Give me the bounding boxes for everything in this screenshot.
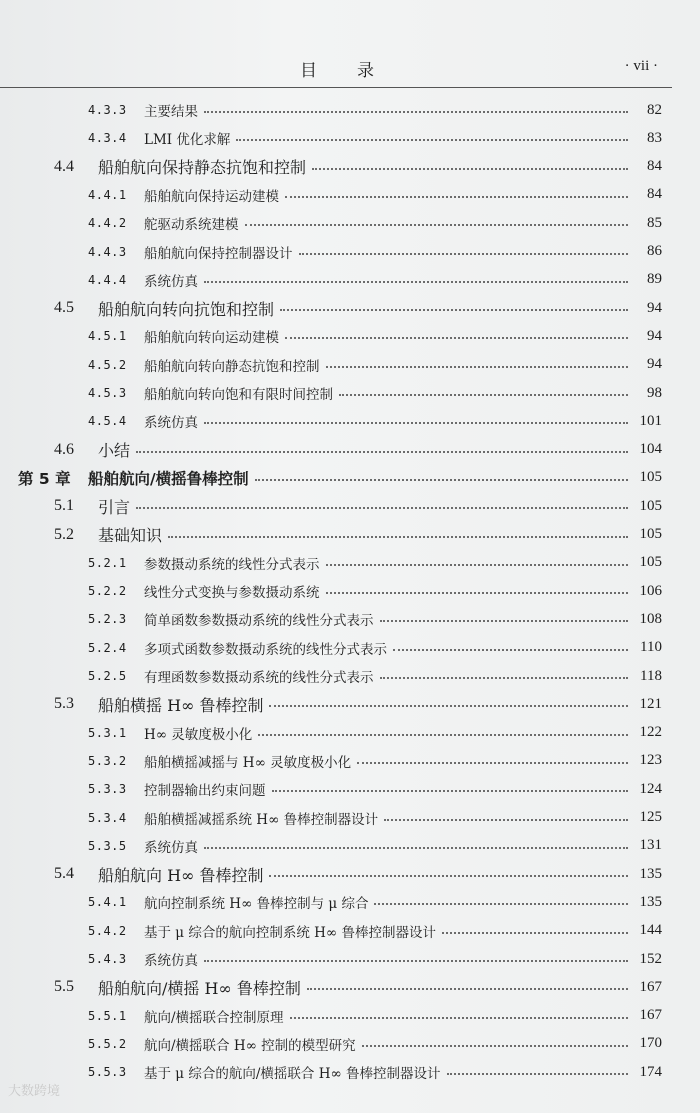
toc-leader-dots [245, 224, 629, 226]
toc-entry-number: 5.5 [54, 978, 74, 996]
toc-entry-number: 4.4.1 [88, 187, 127, 202]
toc-entry-title: 系统仿真 [144, 415, 198, 432]
toc-entry[interactable] [0, 266, 662, 294]
toc-entry[interactable] [0, 549, 662, 577]
toc-leader-dots [204, 281, 628, 283]
toc-entry-title: 船舶航向保持控制器设计 [144, 245, 293, 262]
toc-entry[interactable] [0, 860, 662, 888]
toc-leader-dots [269, 875, 628, 877]
toc-entry-number: 5.2.2 [88, 584, 127, 599]
toc-entry-title: 控制器输出约束问题 [144, 783, 266, 800]
toc-entry-number: 4.4.3 [88, 244, 127, 259]
toc-entry-number: 5.4 [54, 865, 74, 883]
toc-entry[interactable] [0, 775, 662, 803]
toc-leader-dots [269, 705, 628, 707]
toc-entry-page: 85 [647, 214, 662, 231]
toc-entry-number: 4.3.3 [88, 103, 127, 117]
toc-entry[interactable] [0, 605, 662, 633]
toc-entry-number: 4.4.2 [88, 216, 127, 231]
toc-entry-title: 系统仿真 [144, 839, 198, 856]
toc-entry[interactable] [0, 124, 662, 152]
toc-entry-number: 4.4 [54, 157, 74, 175]
toc-entry-number: 4.5.3 [88, 386, 127, 400]
toc-entry[interactable] [0, 888, 662, 916]
toc-entry-page: 105 [639, 554, 662, 571]
toc-entry[interactable] [0, 577, 662, 605]
toc-entry[interactable] [0, 747, 662, 775]
toc-leader-dots [339, 394, 628, 396]
toc-entry-number: 4.5.4 [88, 414, 127, 429]
toc-entry-title: 船舶航向 H∞ 鲁棒控制 [98, 865, 264, 885]
toc-entry[interactable] [0, 1058, 662, 1086]
toc-entry[interactable] [0, 153, 662, 181]
toc-entry-page: 121 [639, 695, 662, 712]
toc-entry-page: 98 [647, 384, 662, 401]
toc-entry-title: 航向控制系统 H∞ 鲁棒控制与 μ 综合 [144, 896, 369, 913]
toc-leader-dots [357, 762, 628, 764]
toc-entry-title: 参数摄动系统的线性分式表示 [144, 556, 320, 573]
toc-entry[interactable] [0, 209, 662, 237]
toc-entry-page: 170 [639, 1035, 662, 1052]
toc-leader-dots [280, 309, 628, 311]
toc-leader-dots [307, 988, 628, 990]
toc-entry-title: 航向/横摇联合控制原理 [144, 1009, 284, 1026]
toc-entry-page: 174 [639, 1063, 662, 1080]
toc-entry[interactable] [0, 804, 662, 832]
toc-entry-title: 系统仿真 [144, 273, 198, 290]
toc-entry-number: 4.4.4 [88, 272, 127, 287]
toc-entry-title: 基于 μ 综合的航向/横摇联合 H∞ 鲁棒控制器设计 [144, 1066, 441, 1083]
toc-entry-number: 5.3.4 [88, 810, 127, 825]
toc-leader-dots [380, 677, 629, 679]
toc-entry-page: 123 [639, 752, 662, 769]
toc-leader-dots [290, 1017, 628, 1019]
toc-entry-page: 124 [639, 780, 662, 797]
toc-entry-page: 144 [639, 922, 662, 939]
toc-entry[interactable] [0, 238, 662, 266]
toc-leader-dots [442, 932, 628, 934]
toc-entry-page: 94 [647, 299, 662, 316]
toc-leader-dots [258, 734, 628, 736]
toc-entry-number: 第 5 章 [18, 469, 71, 488]
toc-entry-title: 线性分式变换与参数摄动系统 [144, 585, 320, 602]
toc-entry-number: 5.3.5 [88, 838, 127, 853]
toc-leader-dots [272, 790, 629, 792]
toc-entry-number: 4.6 [54, 440, 74, 458]
toc-entry-number: 5.3.3 [88, 782, 127, 797]
toc-entry[interactable] [0, 436, 662, 464]
toc-leader-dots [326, 564, 629, 566]
toc-entry[interactable] [0, 973, 662, 1001]
toc-leader-dots [236, 139, 628, 141]
toc-entry[interactable] [0, 662, 662, 690]
toc-entry-title: 船舶横摇 H∞ 鲁棒控制 [98, 695, 264, 715]
toc-entry-page: 94 [647, 327, 662, 344]
toc-entry-title: 多项式函数参数摄动系统的线性分式表示 [144, 641, 387, 658]
toc-entry-page: 84 [647, 186, 662, 203]
toc-leader-dots [136, 507, 628, 509]
toc-entry-number: 5.2.3 [88, 612, 127, 627]
toc-entry-number: 5.5.3 [88, 1065, 127, 1080]
toc-entry[interactable] [0, 322, 662, 350]
toc-entry-page: 110 [640, 639, 662, 656]
toc-entry-number: 5.3.2 [88, 753, 127, 768]
toc-entry-number: 4.3.4 [88, 131, 127, 146]
toc-entry-title: 船舶横摇减摇与 H∞ 灵敏度极小化 [144, 754, 352, 771]
toc-entry[interactable] [0, 917, 662, 945]
toc-entry-page: 135 [639, 865, 662, 882]
toc-entry-title: 系统仿真 [144, 953, 198, 969]
toc-leader-dots [204, 960, 628, 962]
toc-entry-page: 101 [639, 412, 662, 429]
toc-entry[interactable] [0, 719, 662, 747]
toc-entry-number: 4.5.1 [88, 329, 127, 344]
toc-entry-page: 167 [639, 1007, 662, 1024]
toc-entry-page: 94 [647, 356, 662, 373]
toc-entry-number: 5.2 [54, 525, 74, 543]
toc-entry-page: 122 [639, 724, 662, 741]
watermark: 大数跨境 [8, 1084, 61, 1099]
header-rule [0, 87, 672, 88]
toc-entry-title: H∞ 灵敏度极小化 [144, 726, 253, 743]
toc-entry[interactable] [0, 379, 662, 407]
header-page-number: · vii · [624, 58, 658, 74]
toc-entry-title: 航向/横摇联合 H∞ 控制的模型研究 [144, 1037, 356, 1054]
toc-leader-dots [204, 422, 628, 424]
toc-leader-dots [374, 903, 628, 905]
toc-entry-title: 小结 [98, 441, 131, 461]
toc-leader-dots [393, 649, 628, 651]
toc-entry-title: 船舶航向转向运动建模 [144, 330, 279, 347]
toc-entry[interactable] [0, 294, 662, 322]
toc-entry-page: 152 [639, 950, 662, 967]
toc-entry-page: 125 [639, 809, 662, 825]
toc-entry-number: 5.2.5 [88, 669, 127, 683]
toc-entry[interactable] [0, 1030, 662, 1058]
toc-entry-page: 105 [639, 469, 662, 486]
toc-entry-title: 船舶航向保持运动建模 [144, 188, 279, 205]
toc-leader-dots [312, 168, 628, 170]
toc-entry-page: 118 [640, 667, 662, 684]
toc-leader-dots [362, 1045, 628, 1047]
toc-entry[interactable] [0, 634, 662, 662]
toc-entry-title: 简单函数参数摄动系统的线性分式表示 [144, 613, 374, 630]
toc-entry-page: 84 [647, 158, 662, 175]
toc-entry[interactable] [0, 181, 662, 209]
toc-entry-number: 5.2.1 [88, 555, 127, 570]
toc-entry-number: 5.5.2 [88, 1036, 127, 1051]
toc-entry-page: 131 [639, 837, 662, 854]
toc-entry-number: 5.4.1 [88, 895, 127, 910]
toc-entry-title: 基于 μ 综合的航向控制系统 H∞ 鲁棒控制器设计 [144, 924, 436, 941]
toc-entry-title: 船舶航向转向抗饱和控制 [98, 299, 275, 319]
toc-entry-title: 有理函数参数摄动系统的线性分式表示 [144, 670, 374, 686]
toc-entry-number: 5.4.3 [88, 952, 127, 966]
toc-entry-title: 船舶横摇减摇系统 H∞ 鲁棒控制器设计 [144, 811, 379, 828]
toc-leader-dots [299, 253, 629, 255]
toc-entry-page: 167 [639, 978, 662, 995]
toc-entry-title: 主要结果 [144, 104, 198, 120]
toc-entry-page: 86 [647, 243, 662, 259]
toc-entry-number: 4.5 [54, 299, 74, 317]
toc-entry-number: 5.2.4 [88, 640, 127, 655]
toc-leader-dots [255, 479, 628, 481]
toc-entry-number: 5.3 [54, 695, 74, 713]
toc-entry-title: 船舶航向/横摇 H∞ 鲁棒控制 [98, 978, 301, 998]
toc-entry[interactable] [0, 690, 662, 718]
toc-entry-page: 106 [639, 582, 662, 599]
toc-entry-page: 135 [639, 893, 662, 910]
toc-entry-page: 89 [647, 271, 662, 288]
toc-entry[interactable] [0, 351, 662, 379]
toc-entry-number: 5.4.2 [88, 923, 127, 938]
toc-entry-number: 4.5.2 [88, 357, 127, 372]
toc-entry-page: 82 [647, 101, 662, 118]
toc-entry[interactable] [0, 492, 662, 520]
toc-entry[interactable] [0, 1002, 662, 1030]
toc-entry-title: 船舶航向/横摇鲁棒控制 [88, 469, 249, 488]
toc-leader-dots [136, 451, 628, 453]
toc-entry-number: 5.5.1 [88, 1008, 127, 1023]
toc-entry[interactable] [0, 832, 662, 860]
toc-leader-dots [447, 1073, 628, 1075]
toc-entry-page: 108 [639, 610, 662, 627]
toc-entry-title: 引言 [98, 497, 131, 517]
toc-entry[interactable] [0, 464, 662, 492]
toc-entry-title: 基础知识 [98, 526, 163, 545]
toc-entry-page: 105 [639, 526, 662, 542]
toc-entry-page: 83 [647, 129, 662, 146]
toc-leader-dots [285, 196, 628, 198]
toc-entry[interactable] [0, 521, 662, 549]
toc-entry-title: 舵驱动系统建模 [144, 217, 239, 234]
toc-leader-dots [204, 847, 628, 849]
toc-leader-dots [326, 366, 629, 368]
toc-leader-dots [384, 819, 628, 821]
toc-entry-number: 5.1 [54, 497, 74, 515]
toc-entry[interactable] [0, 407, 662, 435]
toc-leader-dots [168, 536, 628, 538]
toc-entry[interactable] [0, 945, 662, 973]
toc-entry-title: LMI 优化求解 [144, 132, 231, 149]
toc-leader-dots [380, 620, 629, 622]
toc-entry-title: 船舶航向转向静态抗饱和控制 [144, 358, 320, 375]
toc-leader-dots [204, 111, 628, 113]
header-title: 目 录 [300, 61, 376, 81]
toc-entry-page: 105 [639, 497, 662, 514]
toc-entry-number: 5.3.1 [88, 725, 127, 740]
running-header [0, 52, 700, 86]
toc-leader-dots [326, 592, 629, 594]
toc-entry-title: 船舶航向保持静态抗饱和控制 [98, 158, 307, 178]
toc-leader-dots [285, 337, 628, 339]
toc-entry-title: 船舶航向转向饱和有限时间控制 [144, 387, 333, 403]
toc-entry-page: 104 [639, 441, 662, 458]
toc-entry[interactable] [0, 96, 662, 124]
